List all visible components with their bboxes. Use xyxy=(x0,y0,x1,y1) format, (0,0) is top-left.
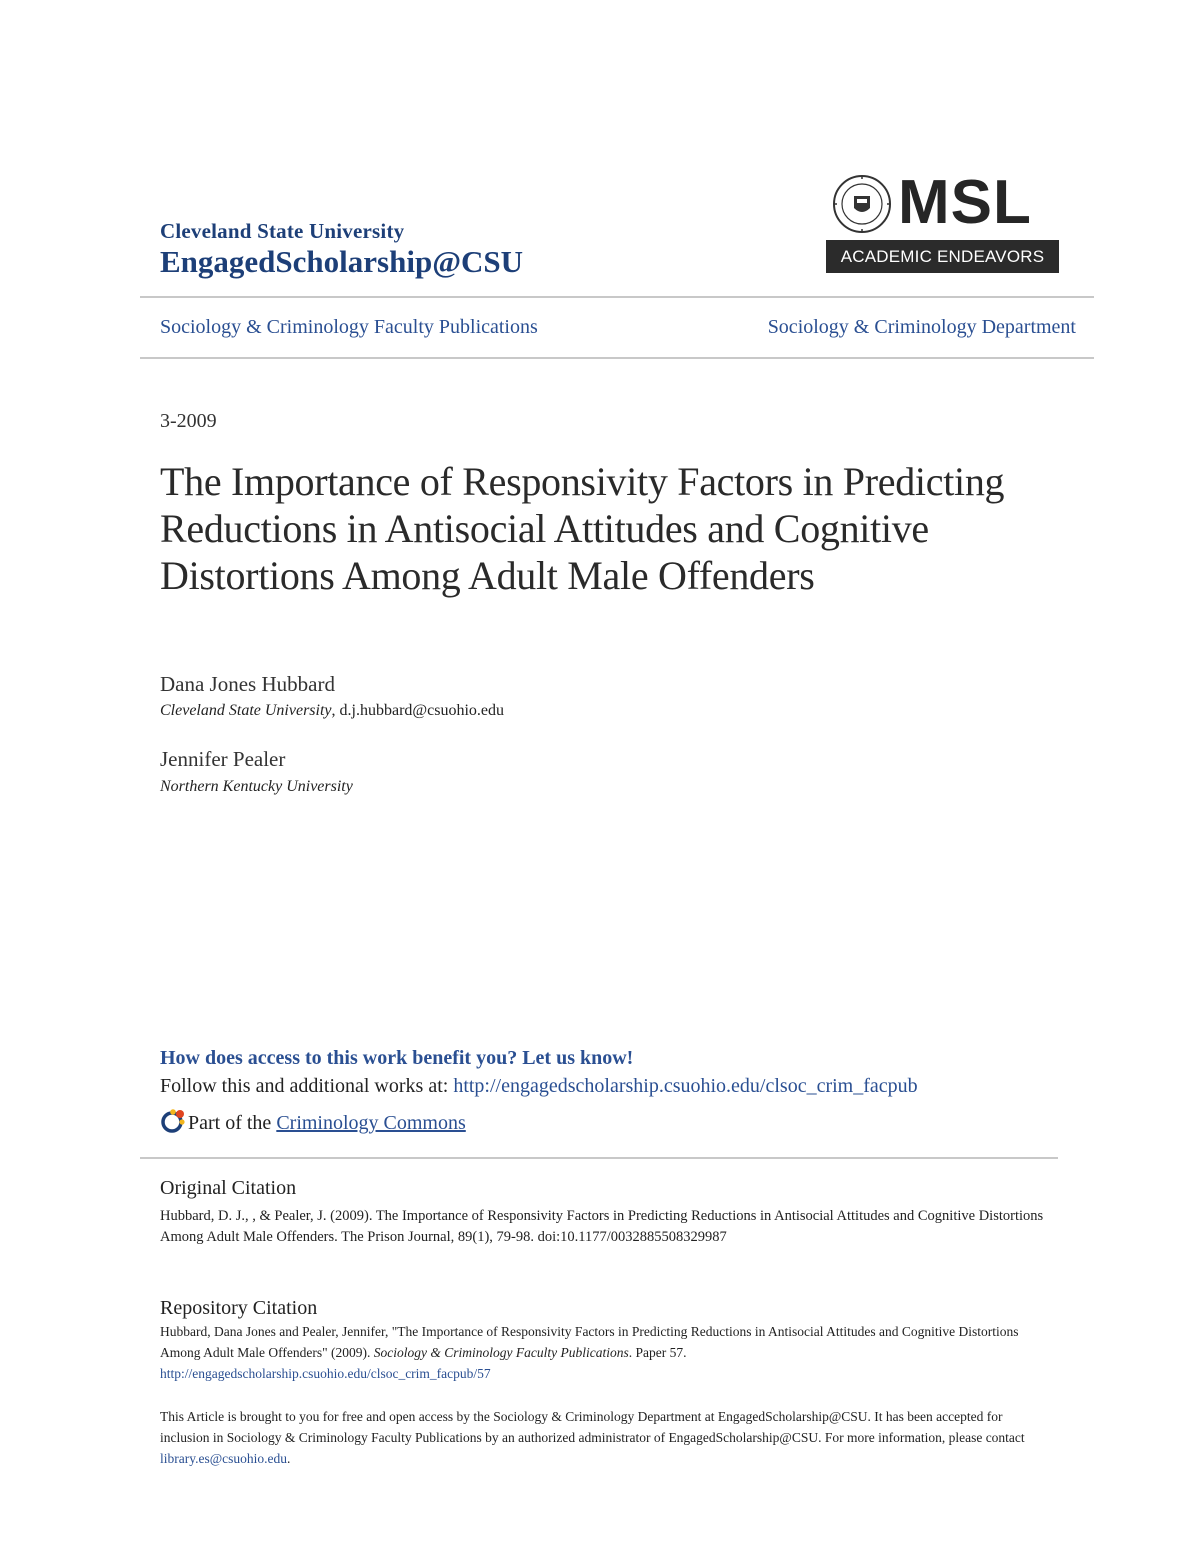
affiliation-name: Cleveland State University xyxy=(160,702,332,719)
header-divider xyxy=(140,296,1094,298)
original-citation-heading: Original Citation xyxy=(160,1177,297,1199)
follow-line xyxy=(160,1075,918,1098)
series-name: Sociology & Criminology Faculty Publications xyxy=(373,1345,629,1360)
rights-statement xyxy=(160,1406,1050,1469)
author-name: Dana Jones Hubbard xyxy=(160,672,335,696)
article-title: The Importance of Responsivity Factors in Predicting Reductions in Antisocial Attitudes and Cognitive Distortions Among Adult Male Offenders xyxy=(160,459,1005,598)
author-email[interactable]: , d.j.hubbard@csuohio.edu xyxy=(331,702,504,719)
feedback-link[interactable]: How does access to this work benefit you? Let us know! xyxy=(160,1047,634,1069)
collection-url-link[interactable]: http://engagedscholarship.csuohio.edu/clsoc_crim_facpub xyxy=(453,1075,918,1097)
citation-paper: . Paper 57. xyxy=(628,1345,687,1360)
network-commons-icon xyxy=(160,1108,186,1134)
repository-citation-heading: Repository Citation xyxy=(160,1297,318,1319)
msl-logo[interactable] xyxy=(826,168,1059,273)
author-affiliation xyxy=(160,702,504,720)
rights-text: This Article is brought to you for free and open access by the Sociology & Criminology Department at EngagedScholarship@CSU. It has been accepted for inclusion in Sociology & Criminology Faculty Publications by an authorized administrator of EngagedScholarship@CSU. For more information, please contact xyxy=(160,1409,1025,1445)
department-link[interactable]: Sociology & Criminology Department xyxy=(767,316,1076,338)
logo-tagline: ACADEMIC ENDEAVORS xyxy=(826,240,1059,273)
publication-date: 3-2009 xyxy=(160,410,217,432)
repository-url-link[interactable]: http://engagedscholarship.csuohio.edu/clsoc_crim_facpub/57 xyxy=(160,1366,491,1381)
author-affiliation xyxy=(160,778,353,796)
logo-mark: MSL xyxy=(898,168,1032,237)
university-seal-icon xyxy=(832,174,892,234)
part-of-line xyxy=(160,1108,466,1135)
repository-name[interactable]: EngagedScholarship@CSU xyxy=(160,244,524,279)
part-of-prefix: Part of the xyxy=(188,1112,272,1134)
follow-prefix: Follow this and additional works at: xyxy=(160,1075,449,1097)
citation-text: Hubbard, Dana Jones and Pealer, Jennifer, "The Importance of Responsivity Factors in Predicting Reductions in Antisocial Attitudes and Cognitive Distortions Among Adult Male Offenders" (2009). xyxy=(160,1324,1019,1360)
rights-end: . xyxy=(287,1451,291,1466)
repository-citation-text xyxy=(160,1321,1060,1384)
affiliation-name: Northern Kentucky University xyxy=(160,778,353,795)
collections-divider xyxy=(140,357,1094,359)
original-citation-text: Hubbard, D. J., , & Pealer, J. (2009). The Importance of Responsivity Factors in Predicting Reductions in Antisocial Attitudes and Cognitive Distortions Among Adult Male Offenders. The Prison Journal, 89(1), 79-98. doi:10.1177/0032885508329987 xyxy=(160,1208,1044,1245)
access-divider xyxy=(140,1157,1058,1159)
contact-email-link[interactable]: library.es@csuohio.edu xyxy=(160,1451,288,1466)
author-name: Jennifer Pealer xyxy=(160,747,286,771)
collection-link[interactable]: Sociology & Criminology Faculty Publications xyxy=(160,316,538,338)
institution-name[interactable]: Cleveland State University xyxy=(160,219,405,243)
commons-link[interactable]: Criminology Commons xyxy=(276,1112,466,1134)
